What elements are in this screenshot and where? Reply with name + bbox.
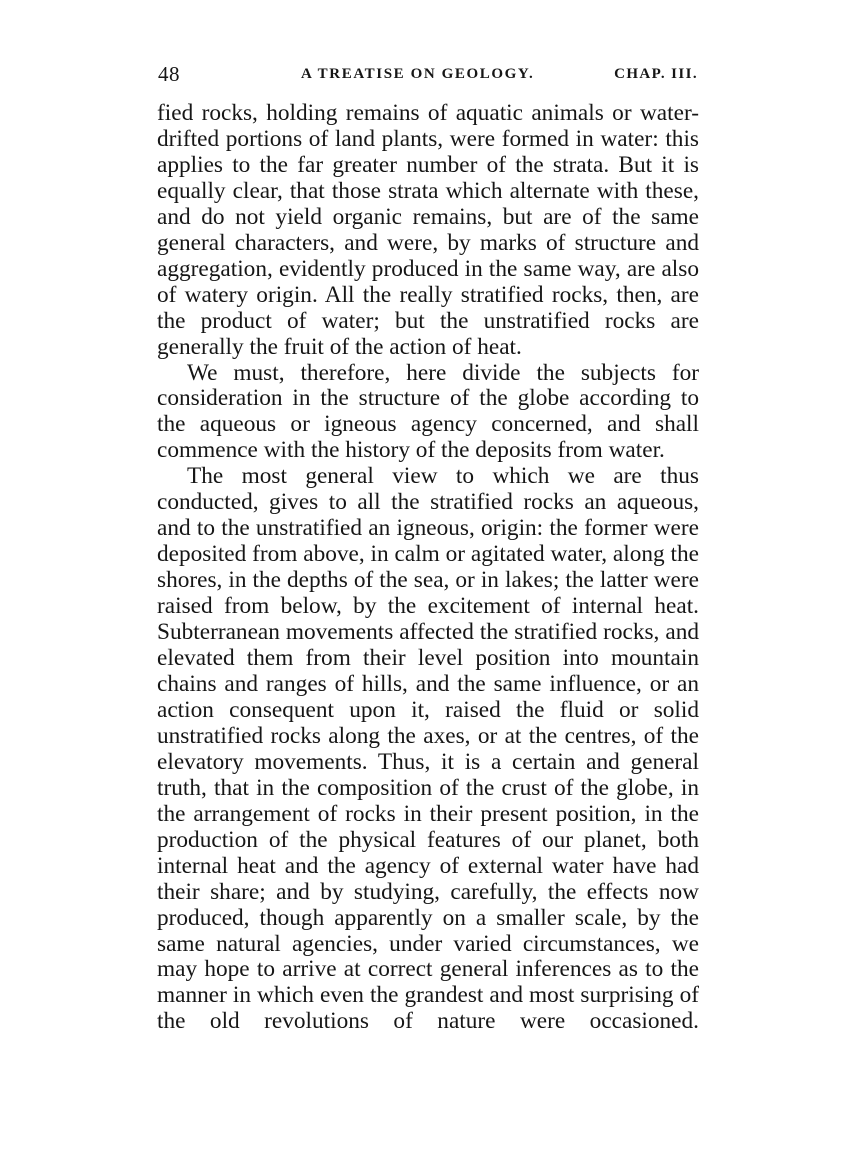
paragraph-continued: fied rocks, holding remains of aquatic animals or water-drifted portions of land plants, were formed in water: this applies to the far greater number of the strata. But it is equally clear, that those strata which alternate with these, and do not yield organic remains, but are of the same general characters, and were, by marks of structure and aggregation, evidently produced in the same way, are also of watery origin. All the really stratified rocks, then, are the product of water; but the unstratified rocks are generally the fruit of the action of heat.	[157, 100, 699, 360]
paragraph: The most general view to which we are thus conducted, gives to all the stratified rocks an aqueous, and to the unstratified an igneous, origin: the former were deposited from above, in calm or agitated water, along the shores, in the depths of the sea, or in lakes; the latter were raised from below, by the excitement of internal heat. Subterranean movements affected the stratified rocks, and elevated them from their level position into mountain chains and ranges of hills, and the same influence, or an action consequent upon it, raised the fluid or solid unstratified rocks along the axes, or at the centres, of the elevatory movements. Thus, it is a certain and general truth, that in the composition of the crust of the globe, in the arrangement of rocks in their present position, in the production of the physical features of our planet, both internal heat and the agency of external water have had their share; and by studying, carefully, the effects now produced, though apparently on a smaller scale, by the same natural agencies, under varied circumstances, we may hope to arrive at correct general inferences as to the manner in which even the grandest and most surprising of the old revolutions of nature were occasioned.	[157, 463, 699, 1035]
running-head	[158, 62, 698, 88]
page-number: 48	[158, 62, 180, 86]
book-title: A TREATISE ON GEOLOGY.	[301, 66, 535, 82]
chapter-label: CHAP. III.	[614, 66, 698, 82]
paragraph: We must, therefore, here divide the subjects for consideration in the structure of the globe according to the aqueous or igneous agency concerned, and shall commence with the history of the deposits from water.	[157, 359, 699, 464]
body-text	[157, 101, 699, 1035]
